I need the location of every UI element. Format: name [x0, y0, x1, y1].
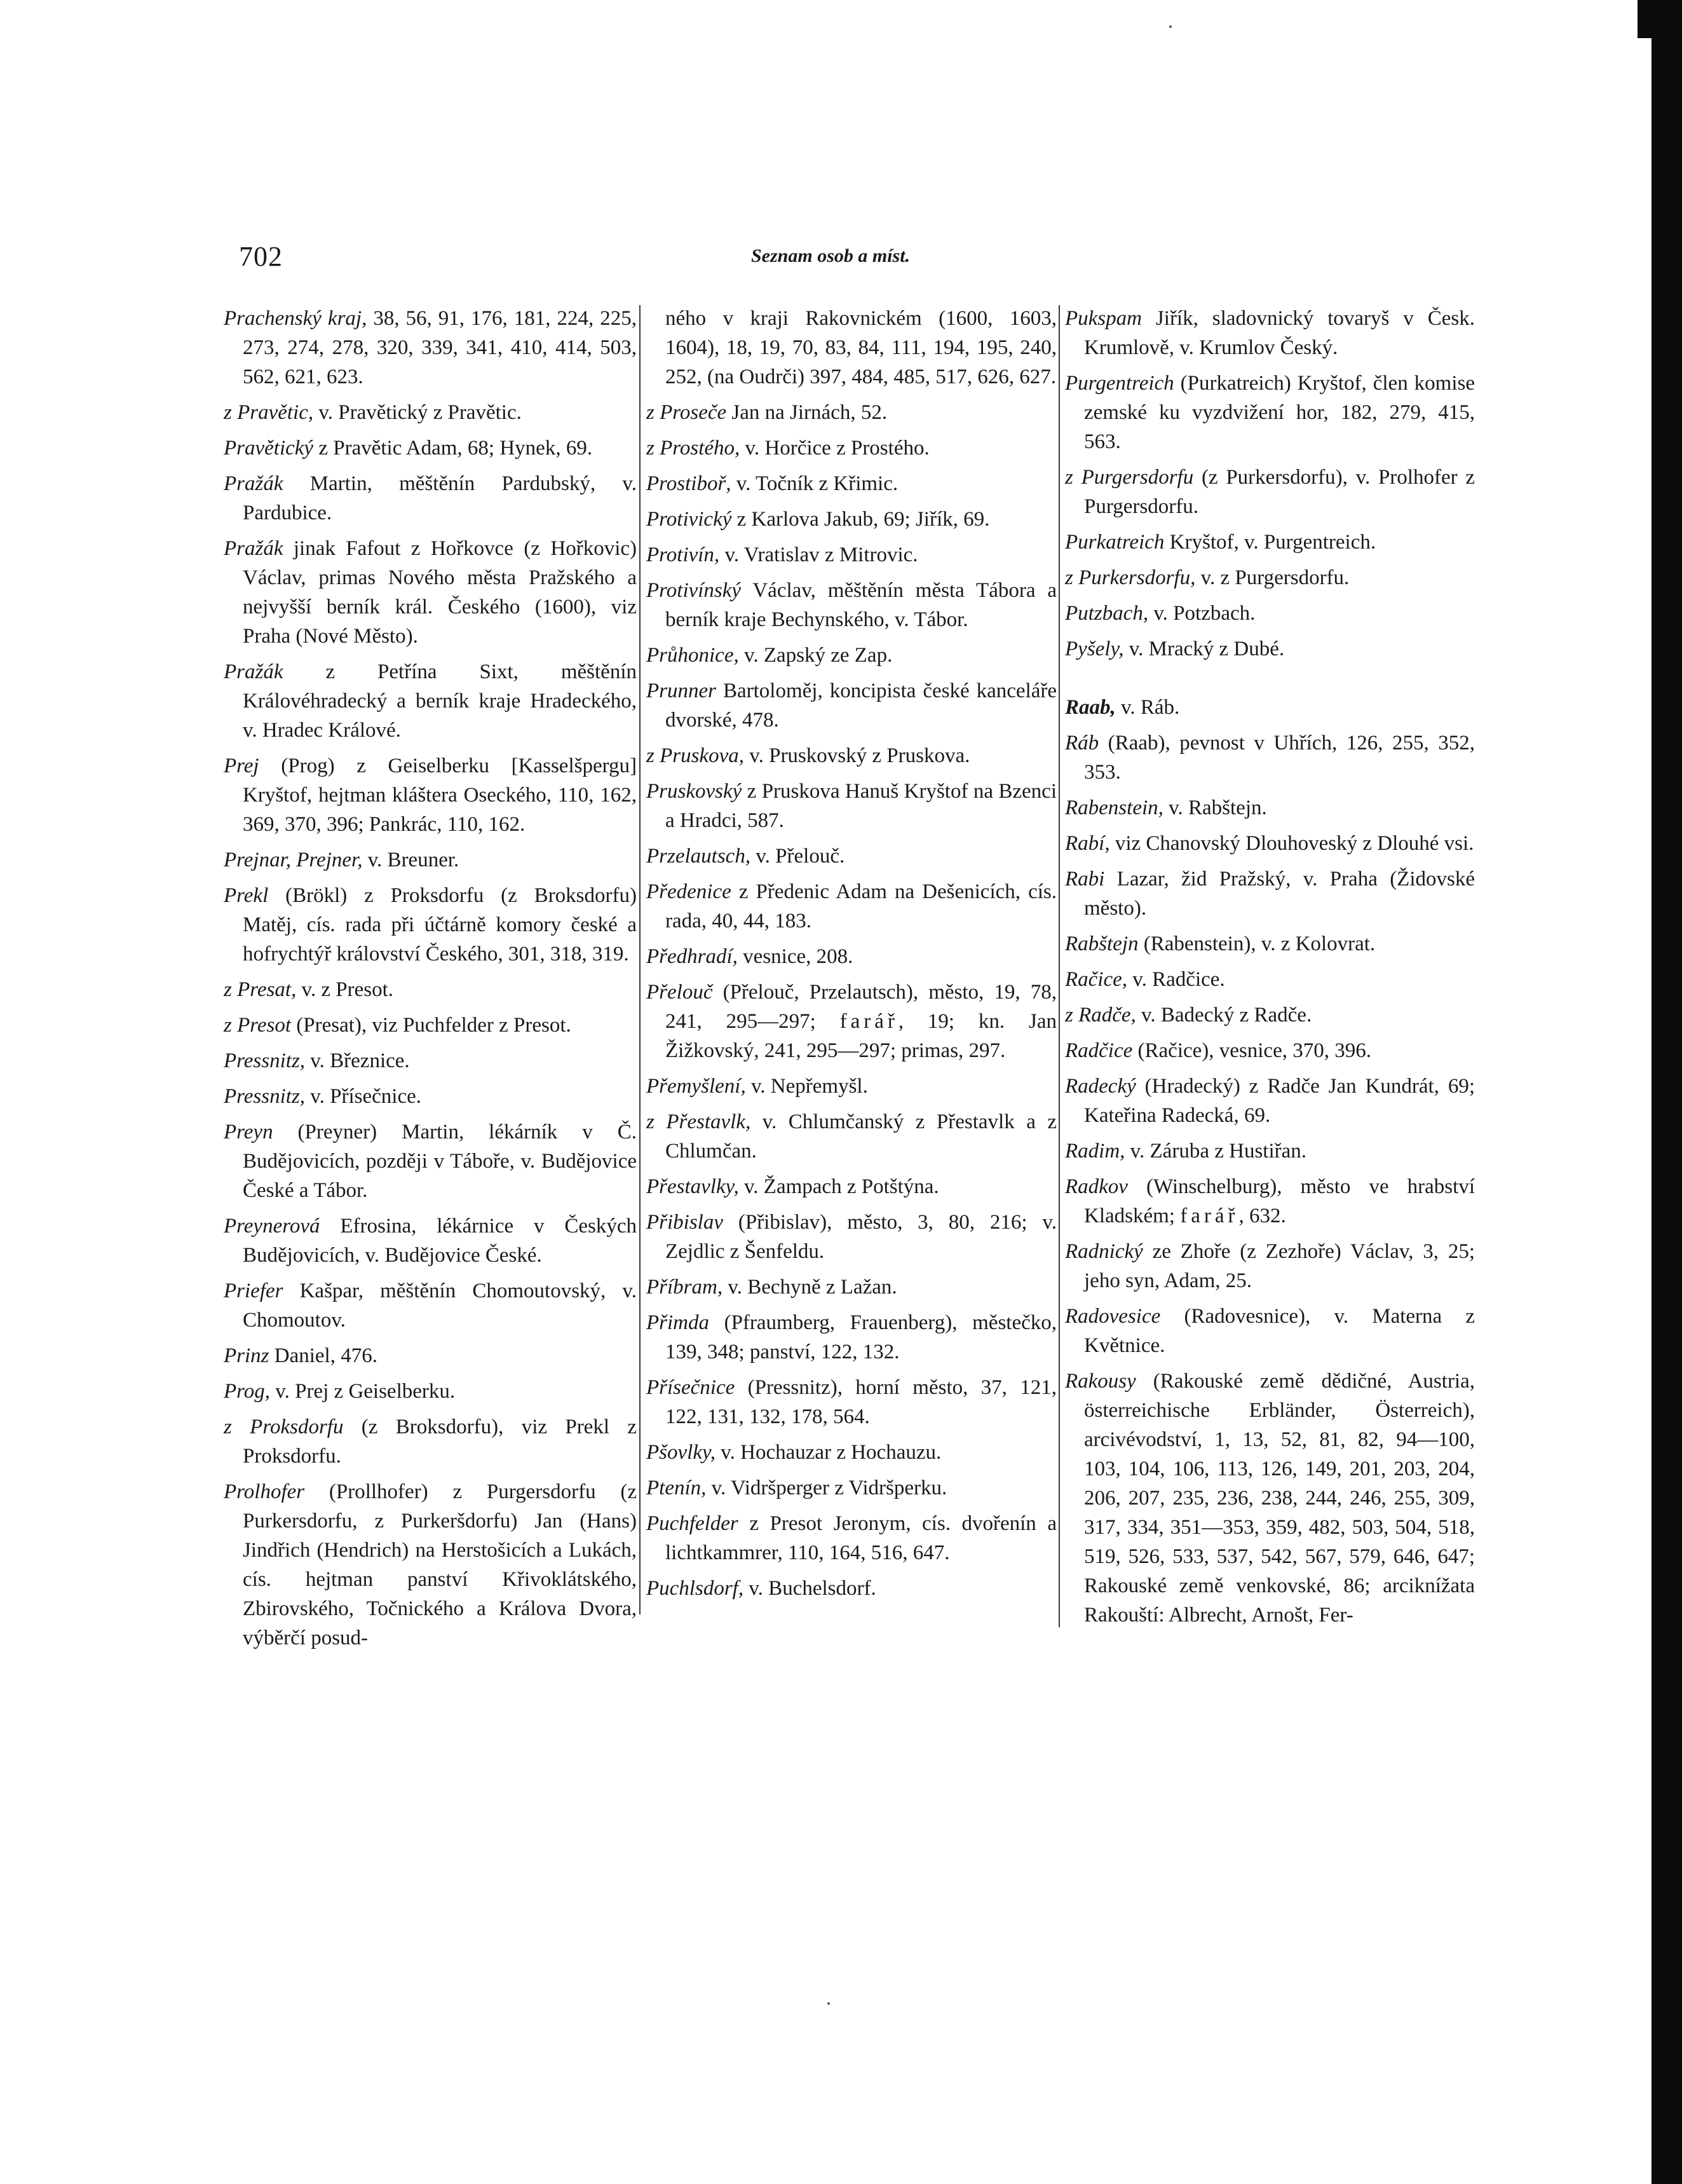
- entry-text: v. Přelouč.: [750, 845, 845, 868]
- index-entry: [1065, 369, 1475, 456]
- index-entry: [1065, 1072, 1475, 1130]
- index-entry: [1065, 728, 1475, 787]
- entry-headword: Příbram,: [646, 1276, 723, 1299]
- entry-headword: Račice,: [1065, 968, 1128, 991]
- index-entry: [224, 1412, 637, 1471]
- entry-text: vesnice, 208.: [737, 945, 853, 968]
- entry-text: v. Přísečnice.: [305, 1085, 422, 1108]
- entry-headword: z Prostého,: [646, 437, 740, 460]
- entry-headword: Přimda: [646, 1311, 709, 1334]
- entry-text: (z Purkersdorfu), v. Prolhofer z Purgersdorfu.: [1084, 466, 1475, 518]
- index-entry: [1065, 1000, 1475, 1030]
- index-entry: [646, 398, 1057, 427]
- entry-text: (Prog) z Geiselberku [Kasselšpergu] Kryštof, hejtman kláštera Oseckého, 110, 162, 369, 370, 396; Pankrác, 110, 162.: [243, 754, 637, 836]
- entry-headword: Radkov: [1065, 1175, 1128, 1198]
- entry-spaced-word: farář: [839, 1010, 899, 1033]
- index-column-middle: [646, 304, 1057, 1609]
- entry-headword: z Pravětic,: [224, 401, 314, 424]
- index-column-left: [224, 304, 637, 1659]
- index-entry: [224, 534, 637, 651]
- entry-headword: Protivín,: [646, 543, 720, 566]
- entry-text: Jan na Jirnách, 52.: [726, 401, 888, 424]
- entry-headword: Raab,: [1065, 696, 1116, 719]
- entry-text: v. Pruskovský z Pruskova.: [743, 744, 970, 767]
- index-entry: [224, 1341, 637, 1370]
- entry-headword: Ráb: [1065, 732, 1099, 754]
- index-entry: [224, 1082, 637, 1111]
- index-entry: [646, 1072, 1057, 1101]
- page-number: 702: [239, 241, 283, 272]
- entry-headword: Přibislav: [646, 1211, 723, 1234]
- entry-text: jinak Fafout z Hořkovce (z Hořkovic) Václav, primas Nového města Pražského a nejvyšší berník král. Českého (1600), viz Praha (Nové Město).: [243, 537, 637, 648]
- entry-text: v. Ráb.: [1115, 696, 1180, 719]
- index-entry: [1065, 563, 1475, 592]
- index-entry: [646, 1509, 1057, 1567]
- index-entry: [224, 304, 637, 392]
- entry-headword: Předhradí,: [646, 945, 738, 968]
- scan-speck: [827, 2002, 830, 2005]
- entry-text: Martin, měštěnín Pardubský, v. Pardubice.: [243, 472, 637, 524]
- index-entry: [646, 1273, 1057, 1302]
- entry-headword: Ptenín,: [646, 1477, 707, 1499]
- index-entry: [646, 1308, 1057, 1367]
- entry-headword: Pressnitz,: [224, 1049, 306, 1072]
- index-entry: [1065, 693, 1475, 722]
- entry-text: (Rabenstein), v. z Kolovrat.: [1138, 932, 1376, 955]
- entry-headword: Prostiboř,: [646, 472, 731, 495]
- entry-headword: Předenice: [646, 880, 731, 903]
- entry-text: (Račice), vesnice, 370, 396.: [1132, 1039, 1371, 1062]
- entry-text: viz Chanovský Dlouhoveský z Dlouhé vsi.: [1109, 832, 1474, 855]
- entry-text: v. Vratislav z Mitrovic.: [719, 543, 918, 566]
- entry-text: v. Mracký z Dubé.: [1123, 638, 1285, 660]
- entry-headword: Rabštejn: [1065, 932, 1139, 955]
- entry-headword: Prejnar, Prejner,: [224, 849, 363, 871]
- index-entry: [646, 741, 1057, 770]
- index-entry: [1065, 1136, 1475, 1166]
- entry-headword: Prekl: [224, 884, 269, 907]
- entry-headword: Rabenstein,: [1065, 796, 1163, 819]
- entry-headword: Rabi: [1065, 868, 1105, 891]
- entry-headword: z Proseče: [646, 401, 727, 424]
- entry-headword: Protivický: [646, 508, 732, 531]
- entry-headword: Přestavlky,: [646, 1175, 739, 1198]
- entry-text-tail: , 632.: [1238, 1205, 1286, 1227]
- entry-text: (Přelouč, Przelautsch), město, 19, 78, 241, 295—297;: [665, 981, 1057, 1033]
- entry-headword: Prog,: [224, 1380, 271, 1403]
- entry-text: (Radovesnice), v. Materna z Květnice.: [1084, 1305, 1475, 1357]
- index-entry: [224, 1377, 637, 1406]
- entry-text: v. Zapský ze Zap.: [738, 644, 893, 667]
- entry-text: z Petřína Sixt, měštěnín Královéhradecký a berník kraje Hradeckého, v. Hradec Králové.: [243, 660, 637, 742]
- entry-text: Václav, měštěnín města Tábora a berník kraje Bechynského, v. Tábor.: [665, 579, 1057, 631]
- entry-text: Efrosina, lékárnice v Českých Budějovicích, v. Budějovice České.: [243, 1215, 637, 1267]
- entry-headword: z Proksdorfu: [224, 1416, 344, 1438]
- entry-headword: Pyšely,: [1065, 638, 1124, 660]
- entry-headword: Pressnitz,: [224, 1085, 306, 1108]
- entry-text: v. Potzbach.: [1148, 602, 1256, 625]
- entry-text: v. Badecký z Radče.: [1136, 1004, 1312, 1027]
- index-entry: [646, 641, 1057, 670]
- entry-headword: Protivínský: [646, 579, 742, 602]
- index-entry: [224, 1211, 637, 1270]
- entry-headword: Prunner: [646, 679, 716, 702]
- index-entry: [224, 1117, 637, 1205]
- entry-headword: Pruskovský: [646, 780, 742, 803]
- index-entry: [224, 433, 637, 463]
- entry-text: Daniel, 476.: [269, 1344, 377, 1367]
- entry-headword: Prolhofer: [224, 1480, 305, 1503]
- entry-headword: Pražák: [224, 472, 283, 495]
- entry-text: (Presat), viz Puchfelder z Presot.: [291, 1014, 571, 1037]
- index-entry: [224, 1011, 637, 1040]
- index-entry: [1065, 1302, 1475, 1360]
- index-entry: [646, 469, 1057, 498]
- entry-headword: Pukspam: [1065, 307, 1142, 330]
- entry-text: v. z Purgersdorfu.: [1195, 566, 1350, 589]
- entry-text: (Winschelburg), město ve hrabství Kladském;: [1084, 1175, 1475, 1227]
- entry-headword: Průhonice,: [646, 644, 739, 667]
- index-entry: [646, 676, 1057, 735]
- entry-text: v. Horčice z Prostého.: [740, 437, 930, 460]
- entry-headword: Purgentreich: [1065, 372, 1174, 395]
- entry-text-tail: , 19; kn. Jan Žižkovský, 241, 295—297; primas, 297.: [665, 1010, 1057, 1062]
- index-entry: [646, 777, 1057, 835]
- index-entry: [224, 398, 637, 427]
- entry-text: v. Chlumčanský z Přestavlk a z Chlumčan.: [665, 1110, 1057, 1163]
- entry-text: (Prollhofer) z Purgersdorfu (z Purkersdorfu, z Purkeršdorfu) Jan (Hans) Jindřich (Hendrich) na Herstošicích a Lukách, cís. hejtman panství Křivoklátského, Zbirovského, Točnického a Králova Dvora, výběrčí posud-: [243, 1480, 637, 1649]
- entry-headword: Przelautsch,: [646, 845, 751, 868]
- index-entry: [646, 1172, 1057, 1201]
- index-entry: [1065, 528, 1475, 557]
- entry-text: z Pravětic Adam, 68; Hynek, 69.: [313, 437, 593, 460]
- entry-text: (Hradecký) z Radče Jan Kundrát, 69; Kateřina Radecká, 69.: [1084, 1075, 1475, 1127]
- index-entry: [224, 845, 637, 875]
- index-entry: [646, 1438, 1057, 1467]
- entry-headword: Pšovlky,: [646, 1441, 716, 1464]
- entry-text: 38, 56, 91, 176, 181, 224, 225, 273, 274, 278, 320, 339, 341, 410, 414, 503, 562, 621, 623.: [243, 307, 637, 388]
- index-entry: [1065, 304, 1475, 362]
- column-rule: [639, 305, 641, 1614]
- entry-headword: Přelouč: [646, 981, 713, 1004]
- index-entry: [646, 877, 1057, 936]
- entry-text: (Brökl) z Proksdorfu (z Broksdorfu) Matěj, cís. rada při účtárně komory české a hofrychtýř království Českého, 301, 318, 319.: [243, 884, 637, 966]
- entry-headword: z Purkersdorfu,: [1065, 566, 1196, 589]
- entry-text: v. z Presot.: [296, 978, 394, 1001]
- index-entry: [224, 1477, 637, 1653]
- entry-text: v. Točník z Křimic.: [731, 472, 899, 495]
- entry-text: ze Zhoře (z Zezhoře) Václav, 3, 25; jeho syn, Adam, 25.: [1084, 1240, 1475, 1292]
- entry-headword: Radčice: [1065, 1039, 1133, 1062]
- index-entry: [646, 1107, 1057, 1166]
- entry-headword: z Presat,: [224, 978, 297, 1001]
- entry-headword: z Radče,: [1065, 1004, 1136, 1027]
- entry-headword: Prinz: [224, 1344, 269, 1367]
- index-entry: [646, 576, 1057, 634]
- entry-text: v. Nepřemyšl.: [745, 1075, 868, 1098]
- index-entry: [224, 881, 637, 969]
- index-entry: [646, 942, 1057, 971]
- entry-text: (Rakouské země dědičné, Austria, österreichische Erbländer, Österreich), arcivévodství, 1, 13, 52, 81, 82, 94—100, 103, 104, 106, 113, 126, 149, 201, 203, 204, 206, 207, 235, 236, 238, 244, 246, 255, 309, 317, 334, 351—353, 359, 482, 503, 504, 518, 519, 526, 533, 537, 542, 567, 579, 646, 647; Rakouské země venkovské, 86; arciknížata Rakouští: Albrecht, Arnošt, Fer-: [1084, 1370, 1475, 1627]
- index-entry: [224, 1046, 637, 1075]
- entry-text: v. Buchelsdorf.: [743, 1577, 876, 1600]
- column-rule: [1059, 305, 1060, 1627]
- entry-text: (Purkatreich) Kryštof, člen komise zemské ku vyzdvižení hor, 182, 279, 415, 563.: [1084, 372, 1475, 453]
- index-entry: [1065, 929, 1475, 959]
- entry-headword: Purkatreich: [1065, 531, 1165, 554]
- scan-border: [1651, 0, 1682, 2184]
- index-entry: [1065, 829, 1475, 858]
- entry-text: v. Březnice.: [305, 1049, 410, 1072]
- index-entry: [1065, 599, 1475, 628]
- entry-headword: Radecký: [1065, 1075, 1136, 1098]
- entry-text: Kašpar, měštěnín Chomoutovský, v. Chomoutov.: [243, 1280, 637, 1332]
- index-entry: [1065, 1036, 1475, 1065]
- entry-text: v. Radčice.: [1127, 968, 1225, 991]
- entry-text: z Předenic Adam na Dešenicích, cís. rada, 40, 44, 183.: [665, 880, 1057, 932]
- entry-text: z Presot Jeronym, cís. dvořenín a lichtkammrer, 110, 164, 516, 647.: [665, 1512, 1057, 1564]
- entry-text: (Raab), pevnost v Uhřích, 126, 255, 352, 353.: [1084, 732, 1475, 784]
- index-entry: [1065, 965, 1475, 994]
- entry-text: v. Vidršperger z Vidršperku.: [706, 1477, 947, 1499]
- entry-headword: Přemyšlení,: [646, 1075, 746, 1098]
- entry-headword: Putzbach,: [1065, 602, 1149, 625]
- entry-headword: Priefer: [224, 1280, 283, 1302]
- scan-speck: [1169, 25, 1172, 28]
- scan-border-corner: [1638, 0, 1682, 38]
- entry-text: ného v kraji Rakovnickém (1600, 1603, 1604), 18, 19, 70, 83, 84, 111, 194, 195, 240, 252, (na Oudrči) 397, 484, 485, 517, 626, 627.: [665, 307, 1057, 388]
- index-entry: [224, 1276, 637, 1335]
- entry-headword: z Přestavlk,: [646, 1110, 751, 1133]
- entry-text: v. Hochauzar z Hochauzu.: [716, 1441, 942, 1464]
- index-entry: [224, 469, 637, 528]
- entry-spaced-word: farář: [1180, 1205, 1239, 1227]
- entry-text: (Pfraumberg, Frauenberg), městečko, 139, 348; panství, 122, 132.: [665, 1311, 1057, 1363]
- index-entry: [646, 433, 1057, 463]
- entry-headword: Radovesice: [1065, 1305, 1161, 1328]
- index-entry: [646, 304, 1057, 392]
- entry-text: (z Broksdorfu), viz Prekl z Proksdorfu.: [243, 1416, 637, 1468]
- index-entry: [646, 505, 1057, 534]
- entry-headword: z Presot: [224, 1014, 292, 1037]
- entry-headword: Prachenský kraj,: [224, 307, 367, 330]
- entry-text: Kryštof, v. Purgentreich.: [1164, 531, 1376, 554]
- entry-headword: Prej: [224, 754, 259, 777]
- entry-text: v. Bechyně z Lažan.: [722, 1276, 897, 1299]
- index-entry: [1065, 463, 1475, 521]
- index-entry: [646, 540, 1057, 570]
- entry-text: Bartoloměj, koncipista české kanceláře dvorské, 478.: [665, 679, 1057, 732]
- index-entry: [1065, 634, 1475, 664]
- entry-text: (Preyner) Martin, lékárník v Č. Budějovicích, později v Táboře, v. Budějovice České a Tábor.: [243, 1121, 637, 1202]
- entry-headword: Rakousy: [1065, 1370, 1136, 1393]
- entry-headword: Rabí,: [1065, 832, 1110, 855]
- index-entry: [646, 1208, 1057, 1266]
- entry-headword: Pražák: [224, 660, 283, 683]
- entry-text: v. Pravětický z Pravětic.: [313, 401, 522, 424]
- index-entry: [1065, 1237, 1475, 1295]
- index-entry: [1065, 793, 1475, 822]
- running-title: Seznam osob a míst.: [751, 245, 911, 266]
- entry-text: v. Prej z Geiselberku.: [270, 1380, 456, 1403]
- entry-headword: z Purgersdorfu: [1065, 466, 1194, 489]
- index-entry: [224, 657, 637, 745]
- index-entry: [646, 1574, 1057, 1603]
- entry-headword: Pražák: [224, 537, 283, 560]
- entry-text: v. Breuner.: [362, 849, 459, 871]
- index-entry: [1065, 864, 1475, 923]
- entry-text: (Přibislav), město, 3, 80, 216; v. Zejdlic z Šenfeldu.: [665, 1211, 1057, 1263]
- entry-text: z Karlova Jakub, 69; Jiřík, 69.: [731, 508, 990, 531]
- index-entry: [646, 842, 1057, 871]
- index-entry: [224, 751, 637, 839]
- entry-text: Lazar, žid Pražský, v. Praha (Židovské město).: [1084, 868, 1475, 920]
- entry-headword: Preynerová: [224, 1215, 320, 1238]
- entry-text: (Pressnitz), horní město, 37, 121, 122, 131, 132, 178, 564.: [665, 1376, 1057, 1428]
- entry-headword: Radim,: [1065, 1140, 1125, 1163]
- index-column-right: [1065, 304, 1475, 1636]
- index-entry: [224, 975, 637, 1004]
- entry-text: Jiřík, sladovnický tovaryš v Česk. Krumlově, v. Krumlov Český.: [1084, 307, 1475, 359]
- entry-text: z Pruskova Hanuš Kryštof na Bzenci a Hradci, 587.: [665, 780, 1057, 832]
- entry-headword: Puchfelder: [646, 1512, 738, 1535]
- entry-headword: z Pruskova,: [646, 744, 744, 767]
- page-header: [239, 240, 976, 272]
- index-entry: [646, 1473, 1057, 1503]
- entry-text: v. Záruba z Hustiřan.: [1125, 1140, 1307, 1163]
- index-entry: [1065, 1367, 1475, 1630]
- entry-headword: Přísečnice: [646, 1376, 735, 1399]
- entry-headword: Puchlsdorf,: [646, 1577, 744, 1600]
- index-entry: [646, 978, 1057, 1065]
- entry-text: v. Rabštejn.: [1163, 796, 1267, 819]
- entry-headword: Preyn: [224, 1121, 273, 1143]
- index-entry: [646, 1373, 1057, 1431]
- entry-headword: Pravětický: [224, 437, 314, 460]
- entry-headword: Radnický: [1065, 1240, 1143, 1263]
- index-entry: [1065, 1172, 1475, 1231]
- entry-text: v. Žampach z Potštýna.: [738, 1175, 939, 1198]
